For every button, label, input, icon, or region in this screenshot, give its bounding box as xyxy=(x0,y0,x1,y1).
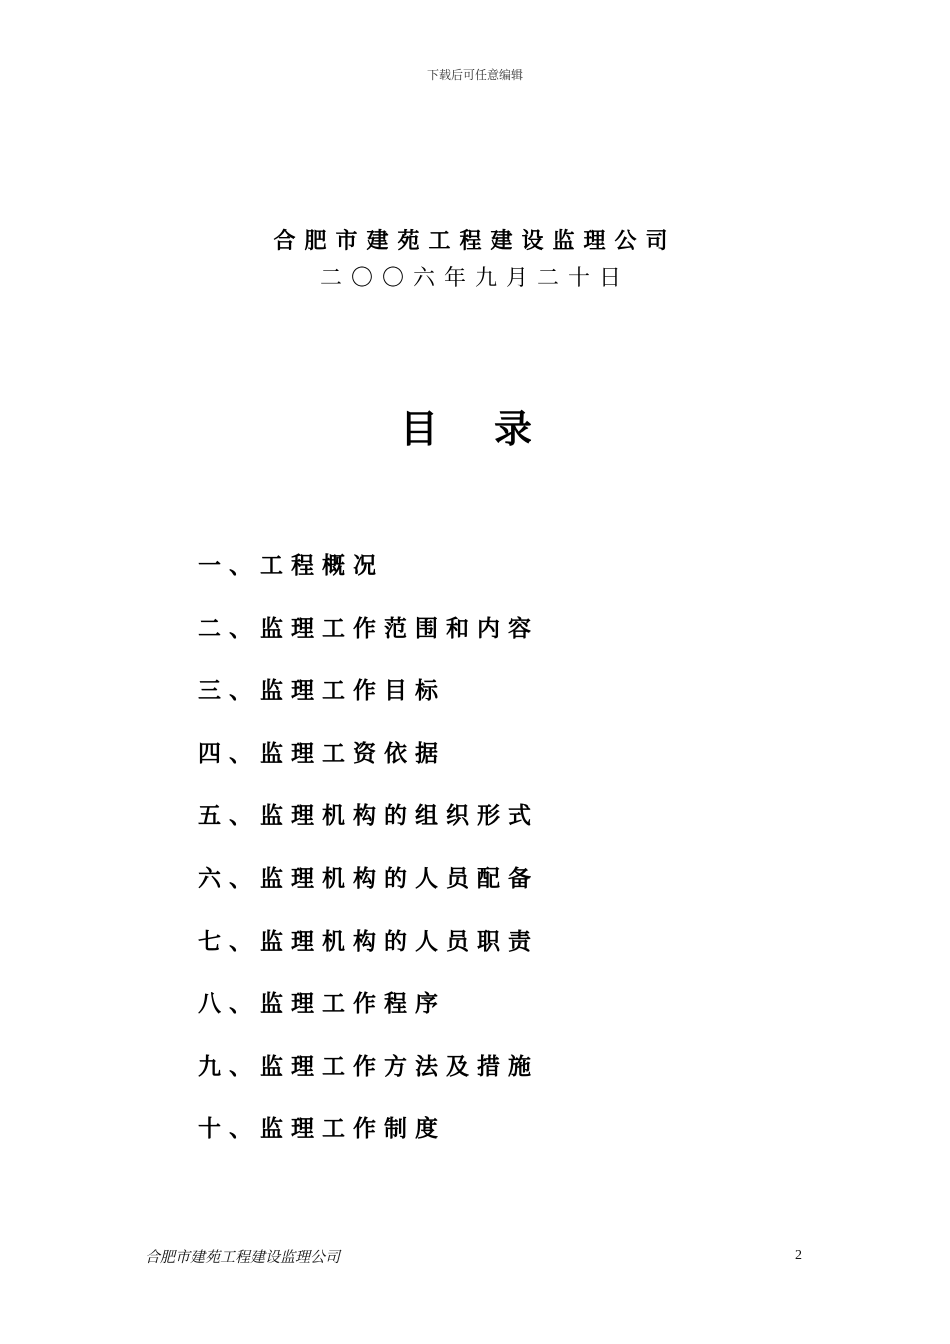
document-date: 二〇〇六年九月二十日 xyxy=(319,266,630,291)
footer-organization: 合肥市建苑工程建设监理公司 xyxy=(145,1248,341,1266)
toc-item-10: 十、监理工作制度 xyxy=(198,1116,446,1143)
toc-item-5: 五、监理机构的组织形式 xyxy=(198,803,539,830)
toc-list xyxy=(198,545,798,1171)
footer-page-number: 2 xyxy=(795,1248,802,1263)
toc-item-9: 九、监理工作方法及措施 xyxy=(198,1053,539,1080)
toc-item-4: 四、监理工资依据 xyxy=(198,740,446,767)
organization-name: 合肥市建苑工程建设监理公司 xyxy=(273,229,677,254)
toc-item-6: 六、监理机构的人员配备 xyxy=(198,865,539,892)
toc-item-1: 一、工程概况 xyxy=(198,553,384,579)
toc-item-7: 七、监理机构的人员职责 xyxy=(198,928,539,955)
toc-title: 目录 xyxy=(399,407,588,451)
toc-item-8: 八、监理工作程序 xyxy=(198,991,446,1018)
toc-item-3: 三、监理工作目标 xyxy=(198,678,446,705)
toc-item-2: 二、监理工作范围和内容 xyxy=(198,615,539,642)
header-note: 下载后可任意编辑 xyxy=(426,68,523,82)
